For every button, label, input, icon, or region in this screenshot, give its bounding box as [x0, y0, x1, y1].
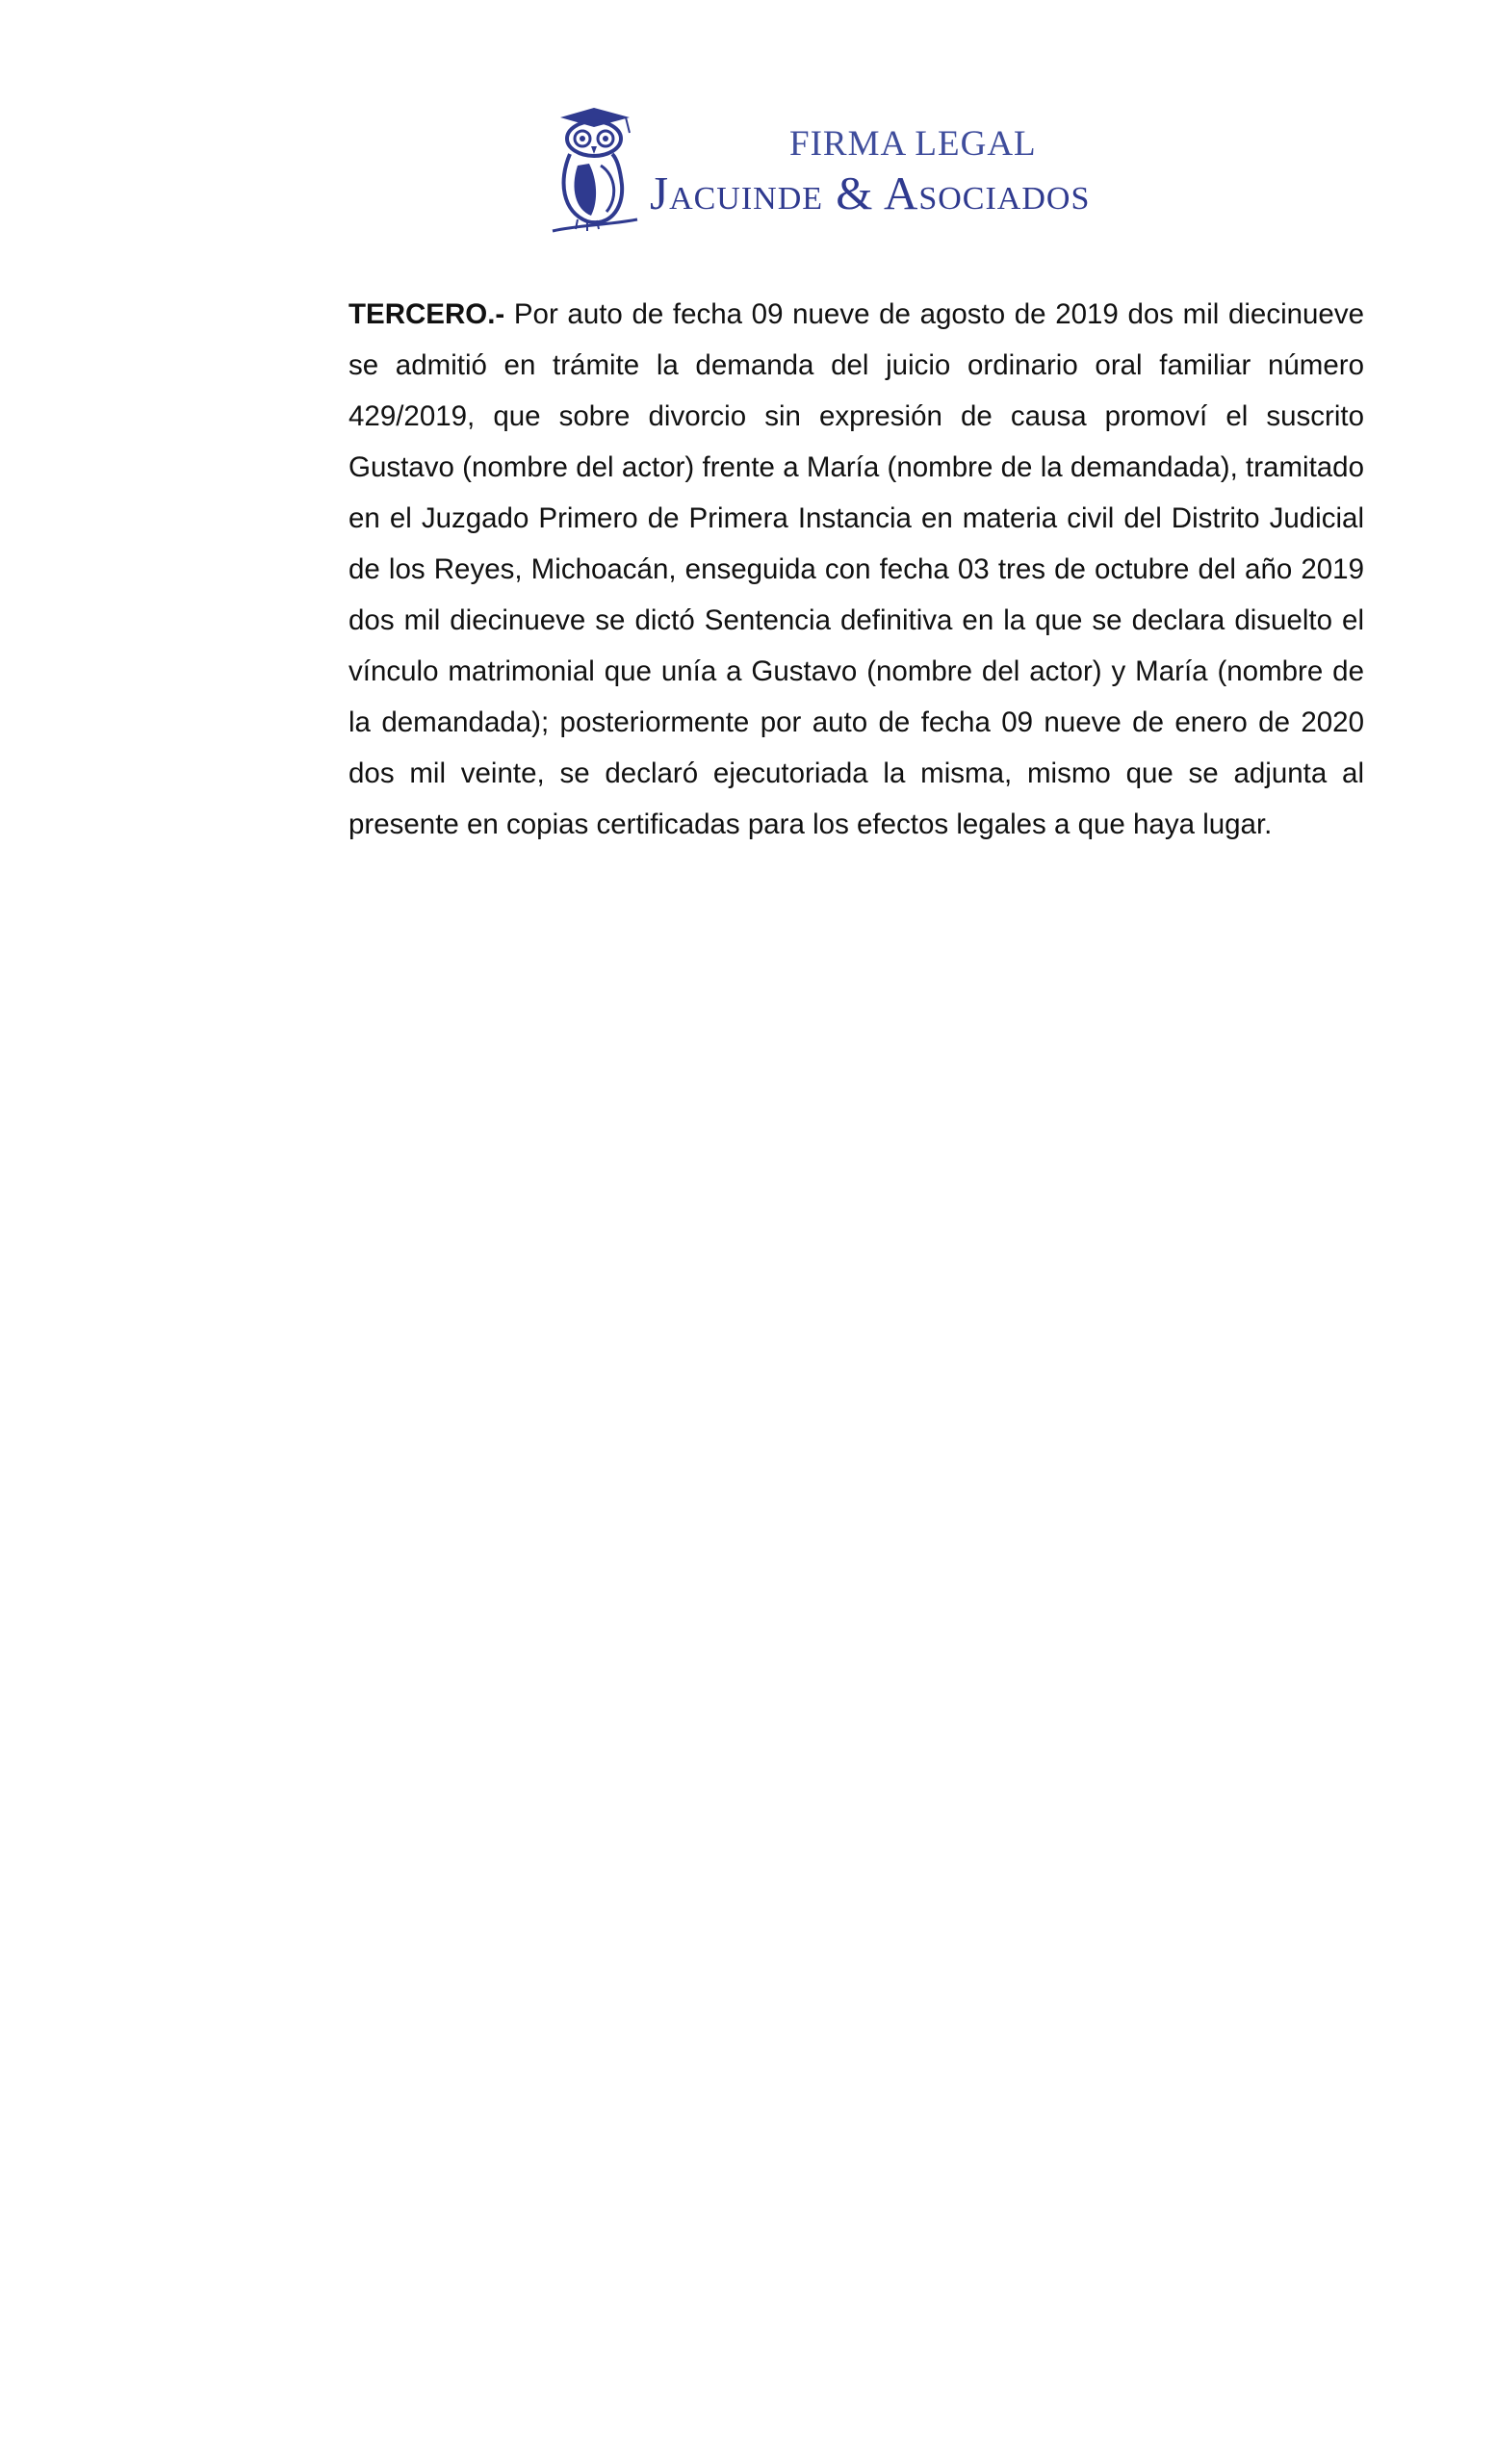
firm-name-line2: Jacuinde & Asociados: [650, 167, 1091, 219]
document-body: [348, 289, 1364, 850]
letterhead: [549, 104, 1223, 239]
paragraph-tercero: [348, 289, 1364, 850]
owl-logo-icon: [549, 104, 640, 239]
paragraph-heading: TERCERO.-: [348, 298, 505, 330]
paragraph-text: Por auto de fecha 09 nueve de agosto de 2019 dos mil diecinueve se admitió en trámite la demanda del juicio ordinario oral familiar número 429/2019, que sobre divorcio sin expresión de causa promoví el suscrito Gustavo (nombre del actor) frente a María (nombre de la demandada), tramitado en el Juzgado Primero de Primera Instancia en materia civil del Distrito Judicial de los Reyes, Michoacán, enseguida con fecha 03 tres de octubre del año 2019 dos mil diecinueve se dictó Sentencia definitiva en la que se declara disuelto el vínculo matrimonial que unía a Gustavo (nombre del actor) y María (nombre de la demandada); posteriormente por auto de fecha 09 nueve de enero de 2020 dos mil veinte, se declaró ejecutoriada la misma, mismo que se adjunta al presente en copias certificadas para los efectos legales a que haya lugar.: [348, 298, 1364, 840]
firm-name-line1: FIRMA LEGAL: [789, 124, 1037, 164]
